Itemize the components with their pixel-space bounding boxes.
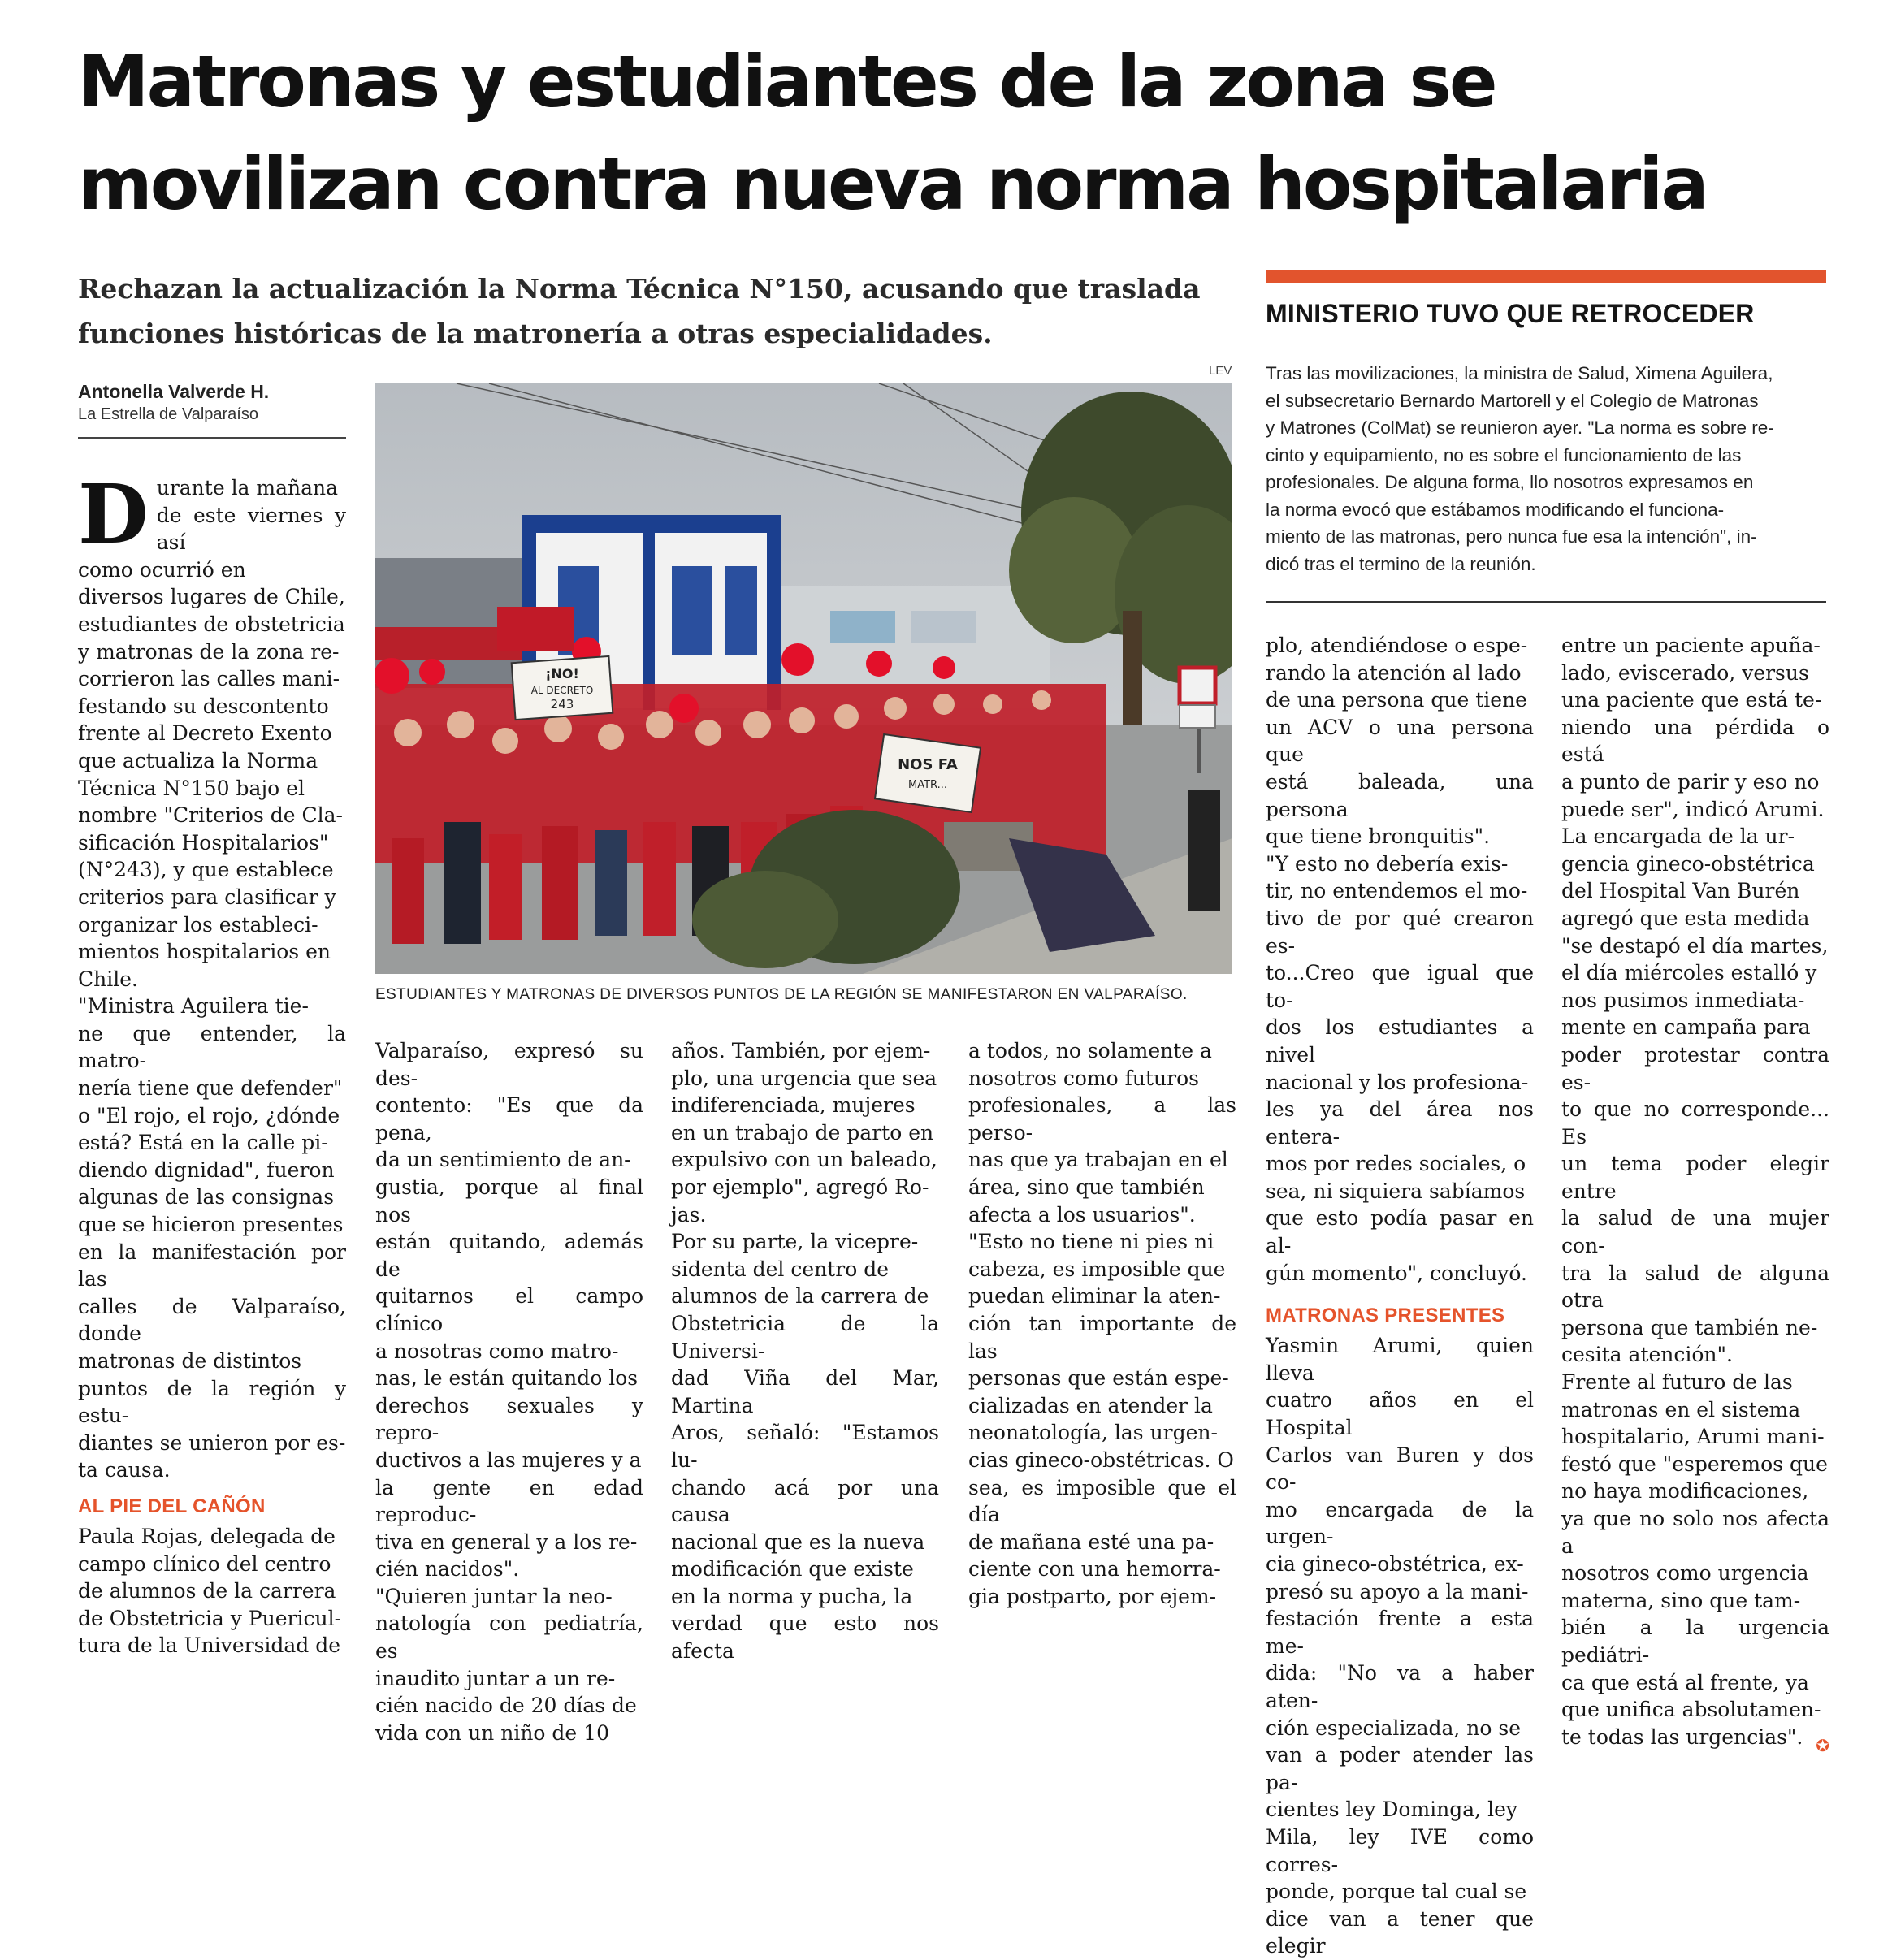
red-banner (497, 607, 574, 651)
body-column-4: a todos, no solamente a nosotros como futuros profesionales, a las perso- nas que ya trabajan en el área, sino que también afecta a los usuarios". "Esto no tiene ni pies ni cabeza, es imposible que puedan eliminar la aten- ción tan importante de las personas que están espe- cializadas en atender la neonatología, las urgen- cias gineco-obstétricas. O sea, es imposible que el día de mañana esté una pa- ciente con una hemorra- gia postparto, por ejem- (968, 1039, 1236, 1608)
sign-243: 243 (550, 697, 574, 712)
sidebar-title: MINISTERIO TUVO QUE RETROCEDER (1266, 299, 1755, 328)
byline (78, 379, 346, 425)
body-column-3: años. También, por ejem- plo, una urgencia que sea indiferenciada, mujeres en un trabajo de parto en expulsivo con un baleado, por ejemplo", agregó Ro- jas. Por su parte, la vicepre- sidenta del centro de alumnos de la carrera de Obstetricia de la Universi- dad Viña del Mar, Martina Aros, señaló: "Estamos lu- chando acá por una causa nacional que es la nueva modificación que existe en la norma y pucha, la verdad que esto nos afecta (671, 1039, 939, 1664)
photo-caption: ESTUDIANTES Y MATRONAS DE DIVERSOS PUNTOS DE LA REGIÓN SE MANIFESTARON EN VALPARAÍSO. (375, 986, 1188, 1003)
body-column-5 (1266, 632, 1534, 1960)
headline: Matronas y estudiantes de la zona se movilizan contra nueva norma hospitalaria (78, 40, 1707, 226)
sidebar-accent-bar (1266, 270, 1826, 283)
body-column-2: Valparaíso, expresó su des- contento: "Es que da pena, da un sentimiento de an- gustia, porque al final nos están quitando, además de quitarnos el campo clínico a nosotras como matro- nas, le están quitando los derechos sexuales y repro- ductivos a las mujeres y a la gente en edad reproduc- tiva en general y a los re- cién nacidos". "Quieren juntar la neo- natología con pediatría, es inaudito juntar a un re- cién nacido de 20 días de vida con un niño de 10 (375, 1039, 643, 1745)
sign-nos-fa: NOS FA (898, 756, 958, 773)
protest-sign-matronas (875, 734, 981, 812)
drop-cap: D (78, 466, 149, 562)
body-text: entre un paciente apuña- lado, eviscerado, versus una paciente que está te- niendo una pérdida o está a punto de parir y eso no puede ser", indicó Arumi. La encargada de la ur- gencia gineco-obstétrica del Hospital Van Burén agregó que esta medida "se destapó el día martes, el día miércoles estalló y nos pusimos inmediata- mente en campaña para poder protestar contra es- to que no corresponde... Es un tema poder elegir entre la salud de una mujer con- tra la salud de alguna otra persona que también ne- cesita atención". Frente al futuro de las matronas en el sistema hospitalario, Arumi mani- festó que "esperemos que no haya modificaciones, ya que no solo nos afecta a nosotros como urgencia materna, sino que tam- bién a la urgencia pediátri- ca que está al frente, ya que unifica absolutamen- te todas las urgencias". (1561, 634, 1829, 1749)
pedestrian (1188, 790, 1220, 911)
sign-no: ¡NO! (545, 666, 579, 681)
byline-divider (78, 437, 346, 439)
photo-credit: LEV (1209, 364, 1232, 378)
section-heading-matronas: MATRONAS PRESENTES (1266, 1305, 1505, 1327)
protest-sign-decreto (512, 656, 613, 720)
sign-al-decreto: AL DECRETO (530, 685, 594, 696)
subheadline: Rechazan la actualización la Norma Técnica N°150, acusando que traslada funciones históricas de la matronería a otras especialidades. (78, 273, 1201, 349)
body-text: plo, atendiéndose o espe- rando la atención al lado de una persona que tiene un ACV o una persona que está baleada, una persona que tiene bronquitis". "Y esto no debería exis- tir, no entendemos el mo- tivo de por qué crearon es- to...Creo que igual que to- dos los estudiantes a nivel nacional y los profesiona- les ya del área nos entera- mos por redes sociales, o sea, ni siquiera sabíamos que esto podía pasar en al- gún momento", concluyó. (1266, 634, 1534, 1285)
sign-matr: MATR... (907, 779, 948, 791)
sidebar-text: Tras las movilizaciones, la ministra de Salud, Ximena Aguilera, el subsecretario Bernardo Martorell y el Colegio de Matronas y Matrones (ColMat) se reunieron ayer. "La norma es sobre re- cinto y equipamiento, no es sobre el funcionamiento de las profesionales. De alguna forma, llo nosotros expresamos en la norma evocó que estábamos modificando el funciona- miento de las matronas, pero nunca fue esa la intención", in- dicó tras el termino de la reunión. (1266, 363, 1774, 574)
byline-author: Antonella Valverde H. (78, 381, 270, 402)
body-column-6 (1561, 632, 1829, 1756)
body-text: urante la mañana de este viernes y así como ocurrió en diversos lugares de Chile, estudiantes de obstetricia y matronas de la zona re- corrieron las calles mani- festando su descontento frente al Decreto Exento que actualiza la Norma Técnica N°150 bajo el nombre "Criterios de Cla- sificación Hospitalarios" (N°243), y que establece criterios para clasificar y organizar los estableci- mientos hospitalarios en Chile. "Ministra Aguilera tie- ne que entender, la matro- nería tiene que defender" o "El rojo, el rojo, ¿dónde está? Está en la calle pi- diendo dignidad", fueron algunas de las consignas que se hicieron presentes en la manifestación por las calles de Valparaíso, donde matronas de distintos puntos de la región y estu- diantes se unieron por es- ta causa. (78, 476, 346, 1482)
body-column-1 (78, 466, 346, 1659)
body-text: Yasmin Arumi, quien lleva cuatro años en el Hospital Carlos van Buren y dos co- mo encargada de la urgen- cia gineco-obstétrica, ex- presó su apoyo a la mani- festación frente a esta me- dida: "No va a haber aten- ción especializada, no se van a poder atender las pa- cientes ley Dominga, ley Mila, ley IVE como corres- ponde, porque tal cual se dice van a tener que elegir (1266, 1334, 1534, 1958)
body-text: Paula Rojas, delegada de campo clínico del centro de alumnos de la carrera de Obstetricia y Puericul- tura de la Universidad de (78, 1524, 342, 1658)
section-heading-al-pie: AL PIE DEL CAÑÓN (78, 1495, 266, 1517)
end-mark-icon: ✪ (1816, 1736, 1829, 1756)
protest-photo (375, 383, 1232, 974)
sidebar-divider (1266, 601, 1826, 603)
byline-outlet: La Estrella de Valparaíso (78, 405, 258, 423)
